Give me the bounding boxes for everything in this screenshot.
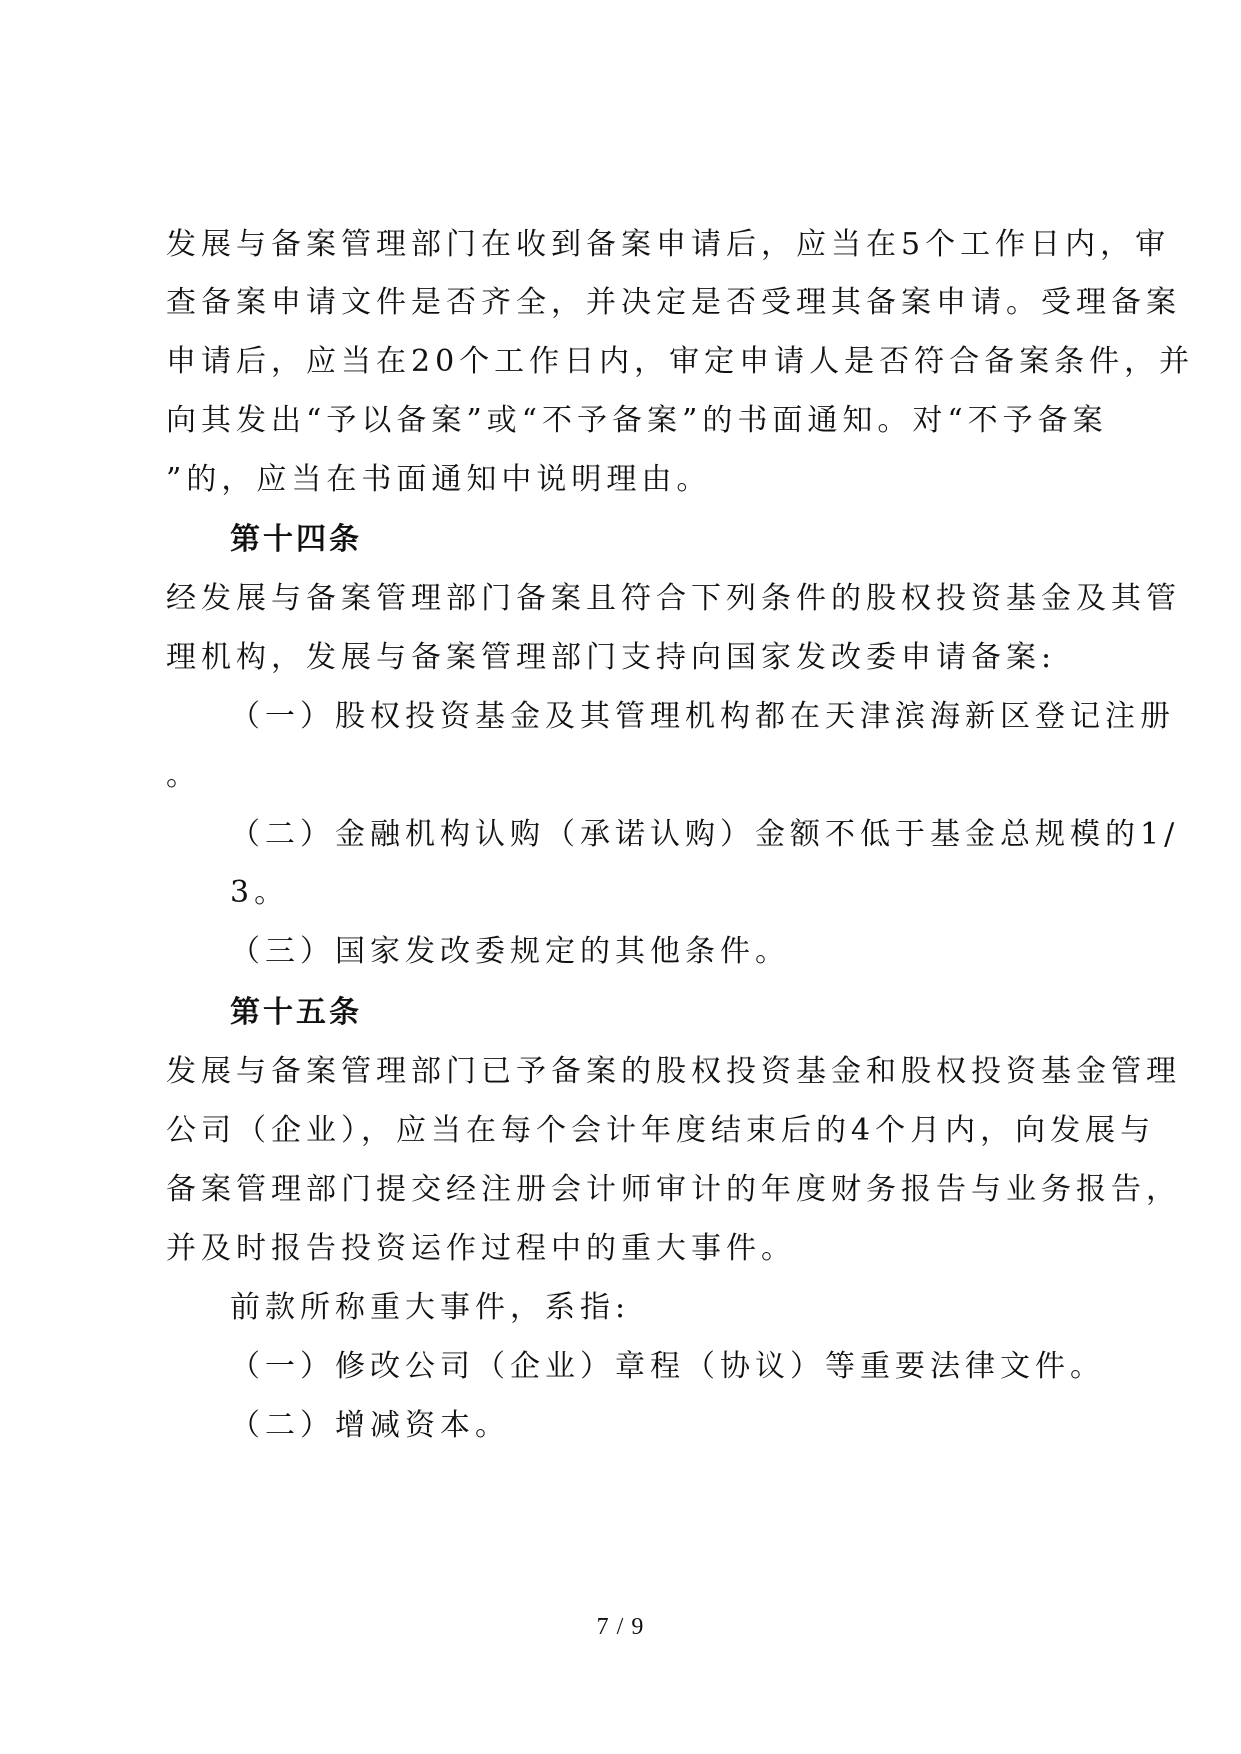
article-heading: 第十五条 [230, 995, 362, 1030]
paragraph-line: 经发展与备案管理部门备案且符合下列条件的股权投资基金及其管 [166, 581, 1181, 616]
paragraph-line: 并及时报告投资运作过程中的重大事件。 [166, 1231, 796, 1266]
list-item-line: （三）国家发改委规定的其他条件。 [230, 934, 790, 969]
paragraph-line: 发展与备案管理部门在收到备案申请后，应当在5个工作日内，审 [166, 227, 1171, 262]
paragraph-line: 前款所称重大事件，系指: [230, 1290, 631, 1325]
list-item-line: 3。 [230, 875, 290, 910]
paragraph-line: 备案管理部门提交经注册会计师审计的年度财务报告与业务报告， [166, 1172, 1181, 1207]
list-item-line: （一）股权投资基金及其管理机构都在天津滨海新区登记注册 [230, 699, 1175, 734]
list-item-line: 。 [166, 758, 201, 793]
list-item-line: （一）修改公司（企业）章程（协议）等重要法律文件。 [230, 1349, 1105, 1384]
page-number: 7 / 9 [596, 1614, 645, 1640]
paragraph-line: 向其发出“予以备案”或“不予备案”的书面通知。对“不予备案 [166, 403, 1108, 438]
article-heading: 第十四条 [230, 522, 362, 557]
paragraph-line: 公司（企业），应当在每个会计年度结束后的4个月内，向发展与 [166, 1113, 1156, 1148]
paragraph-line: 发展与备案管理部门已予备案的股权投资基金和股权投资基金管理 [166, 1054, 1181, 1089]
list-item-line: （二）金融机构认购（承诺认购）金额不低于基金总规模的1/ [230, 817, 1180, 852]
paragraph-line: ”的，应当在书面通知中说明理由。 [166, 462, 712, 497]
list-item-line: （二）增减资本。 [230, 1408, 510, 1443]
paragraph-line: 理机构，发展与备案管理部门支持向国家发改委申请备案: [166, 640, 1057, 675]
paragraph-line: 申请后，应当在20个工作日内，审定申请人是否符合备案条件，并 [166, 344, 1195, 379]
paragraph-line: 查备案申请文件是否齐全，并决定是否受理其备案申请。受理备案 [166, 285, 1181, 320]
